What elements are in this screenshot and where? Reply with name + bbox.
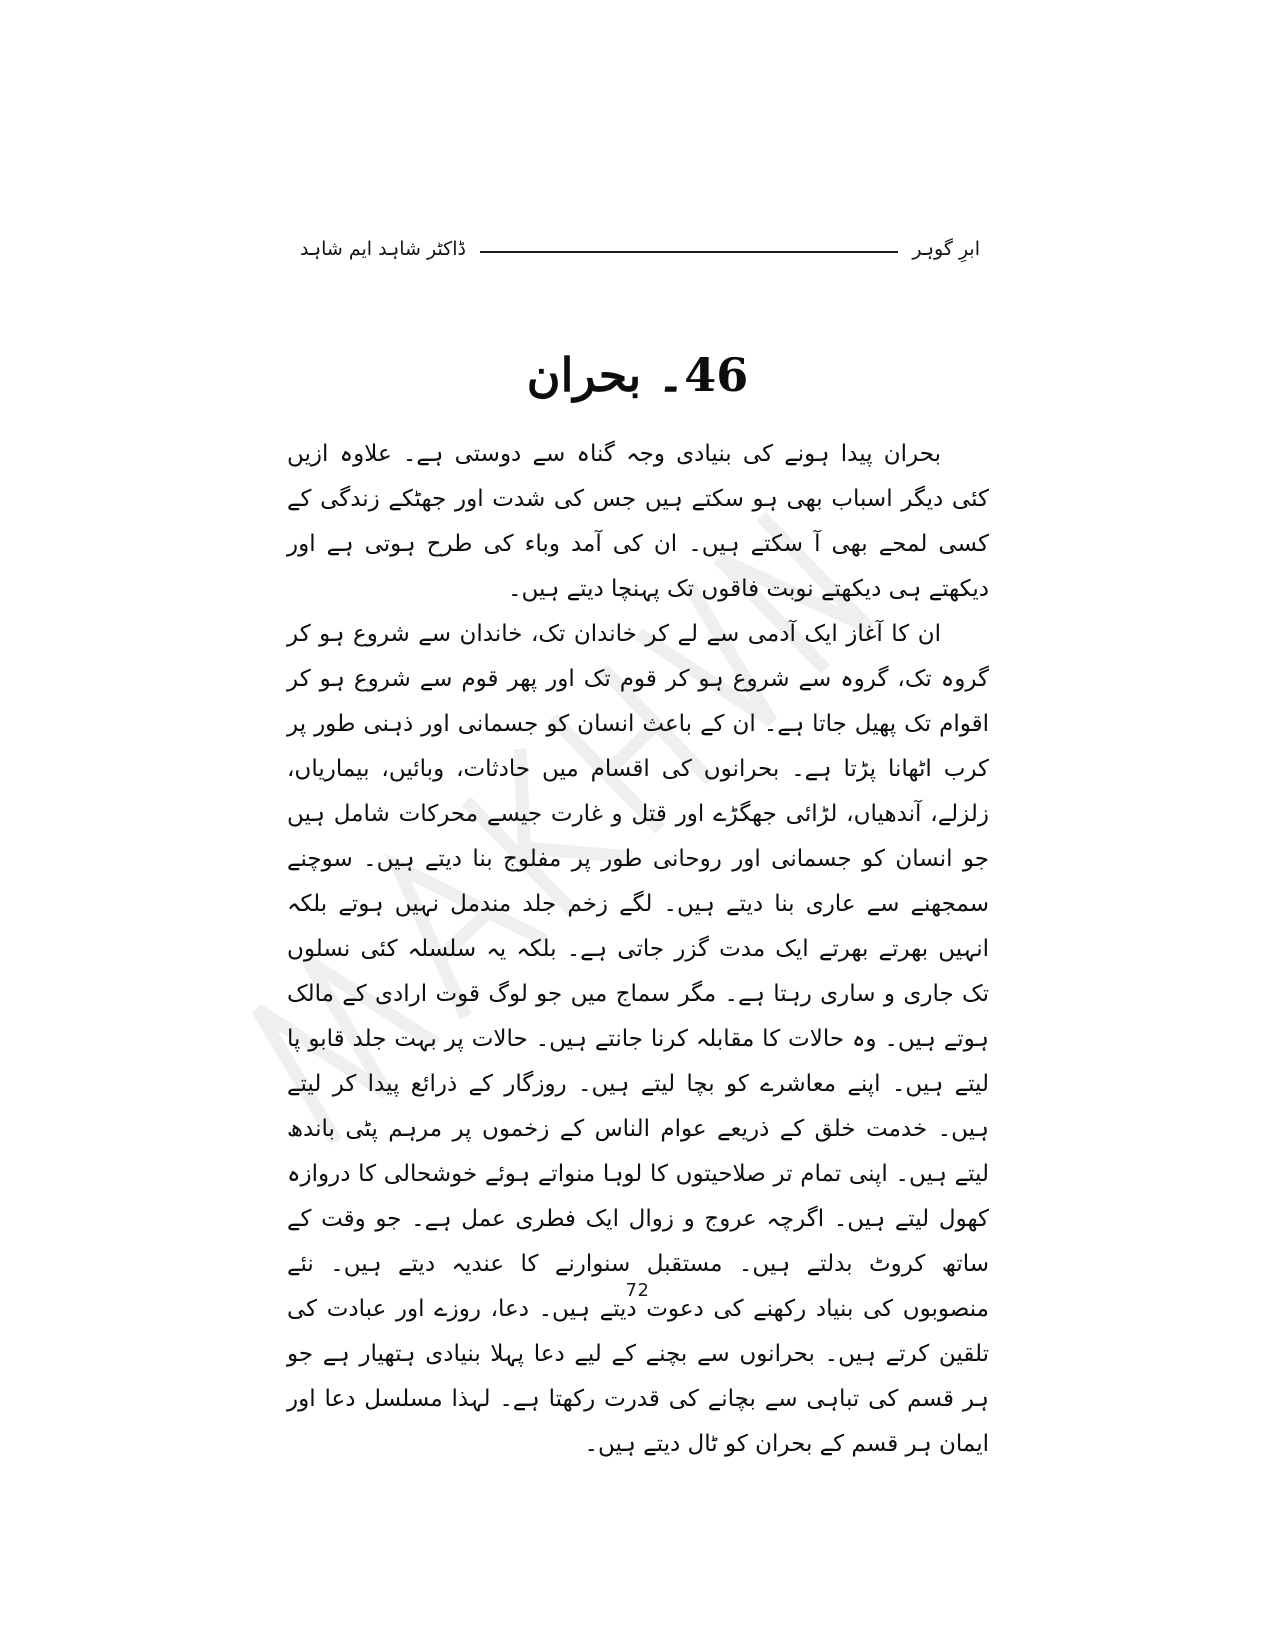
header-author: ڈاکٹر شاہد ایم شاہد [300,238,466,260]
body-paragraph-1: بحران پیدا ہونے کی بنیادی وجہ گناہ سے دوستی ہے۔ علاوہ ازیں کئی دیگر اسباب بھی ہو سکتے ہیں جس کی شدت اور جھٹکے زندگی کے کسی لمحے بھی آ سکتے ہیں۔ ان کی آمد وباء کی طرح ہوتی ہے اور دیکھتے ہی دیکھتے نوبت فاقوں تک پہنچا دیتے ہیں۔ [287,441,989,602]
page-number: 72 [625,1280,650,1301]
header-book-title: ابرِ گوہر [912,238,980,260]
header-rule [480,251,898,253]
running-header [300,238,980,260]
chapter-title: 46۔ بحران [526,348,749,402]
body-text [287,432,989,1467]
body-paragraph-2: ان کا آغاز ایک آدمی سے لے کر خاندان تک، خاندان سے شروع ہو کر گروہ تک، گروہ سے شروع ہو کر قوم تک اور پھر قوم سے شروع ہو کر اقوام تک پھیل جاتا ہے۔ ان کے باعث انسان کو جسمانی اور ذہنی طور پر کرب اٹھانا پڑتا ہے۔ بحرانوں کی اقسام میں حادثات، وبائیں، بیماریاں، زلزلے، آندھیاں، لڑائی جھگڑے اور قتل و غارت جیسے محرکات شامل ہیں جو انسان کو جسمانی اور روحانی طور پر مفلوج بنا دیتے ہیں۔ سوچنے سمجھنے سے عاری بنا دیتے ہیں۔ لگے زخم جلد مندمل نہیں ہوتے بلکہ انہیں بھرتے بھرتے ایک مدت گزر جاتی ہے۔ بلکہ یہ سلسلہ کئی نسلوں تک جاری و ساری رہتا ہے۔ مگر سماج میں جو لوگ قوت ارادی کے مالک ہوتے ہیں۔ وہ حالات کا مقابلہ کرنا جانتے ہیں۔ حالات پر بہت جلد قابو پا لیتے ہیں۔ اپنے معاشرے کو بچا لیتے ہیں۔ روزگار کے ذرائع پیدا کر لیتے ہیں۔ خدمت خلق کے ذریعے عوام الناس کے زخموں پر مرہم پٹی باندھ لیتے ہیں۔ اپنی تمام تر صلاحیتوں کا لوہا منواتے ہوئے خوشحالی کا دروازہ کھول لیتے ہیں۔ اگرچہ عروج و زوال ایک فطری عمل ہے۔ جو وقت کے ساتھ کروٹ بدلتے ہیں۔ مستقبل سنوارنے کا عندیہ دیتے ہیں۔ نئے منصوبوں کی بنیاد رکھنے کی دعوت دیتے ہیں۔ دعا، روزے اور عبادت کی تلقین کرتے ہیں۔ بحرانوں سے بچنے کے لیے دعا پہلا بنیادی ہتھیار ہے جو ہر قسم کی تباہی سے بچانے کی قدرت رکھتا ہے۔ لہذا مسلسل دعا اور ایمان ہر قسم کے بحران کو ٹال دیتے ہیں۔ [287,621,989,1457]
